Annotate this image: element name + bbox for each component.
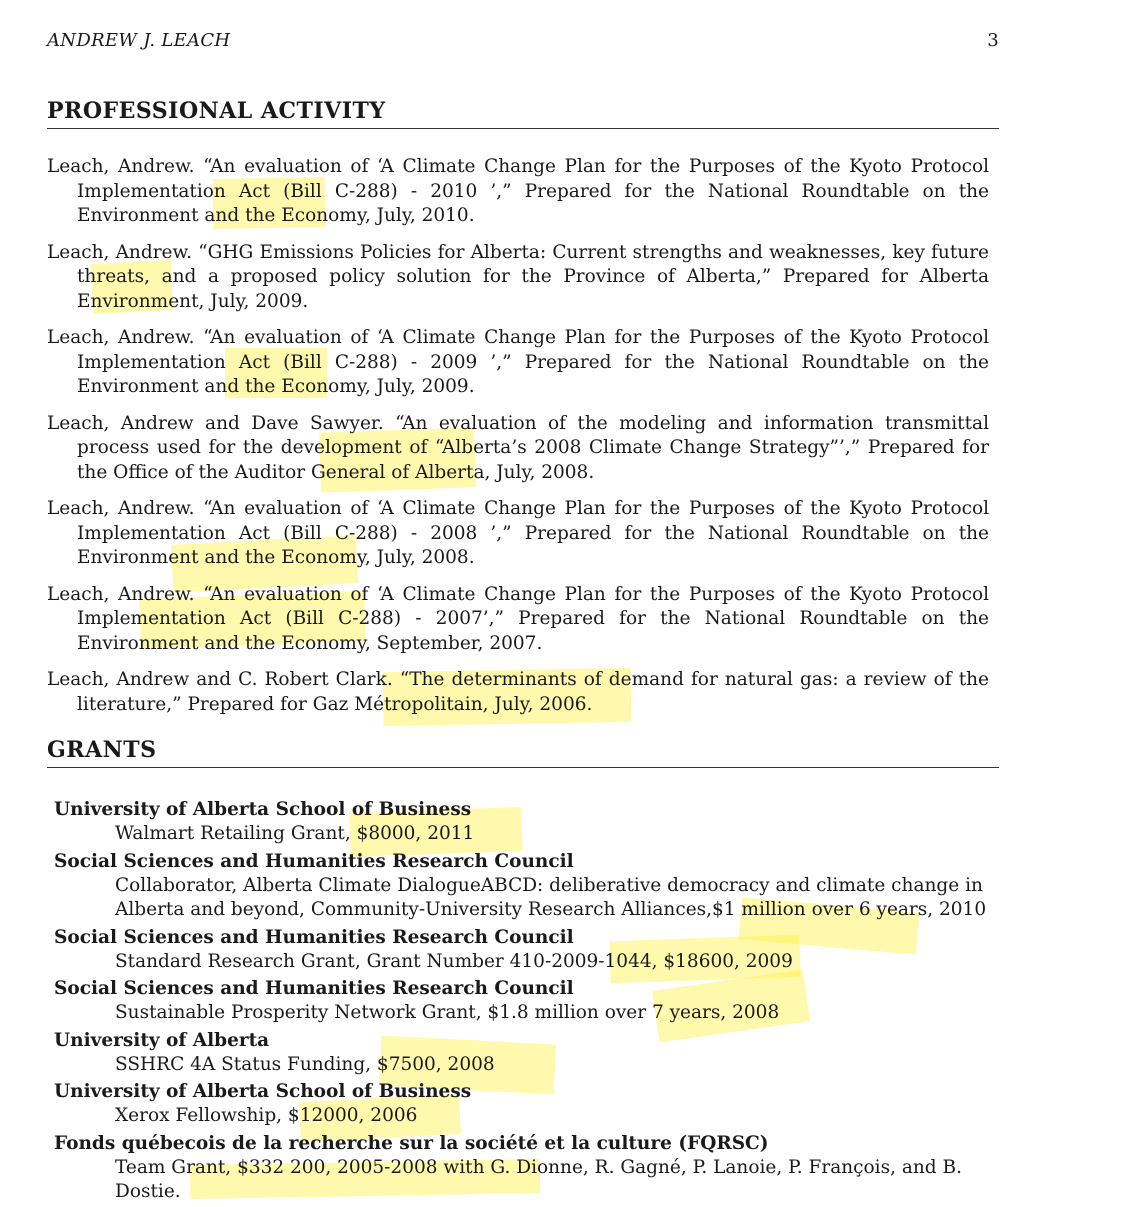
grant-organization: Fonds québecois de la recherche sur la société et la culture (FQRSC) xyxy=(54,1132,769,1154)
grant-description: Walmart Retailing Grant, $8000, 2011 xyxy=(115,823,475,844)
grants-list xyxy=(54,797,1029,1207)
grant-organization: University of Alberta School of Business xyxy=(54,799,472,820)
grant-organization: Social Sciences and Humanities Research Council xyxy=(54,926,574,948)
running-header xyxy=(47,30,999,51)
grant-item xyxy=(54,797,1029,847)
grant-item xyxy=(54,925,1029,975)
page-number: 3 xyxy=(987,30,999,51)
professional-activity-list xyxy=(47,155,989,729)
activity-entry: Leach, Andrew and C. Robert Clark. “The determinants of demand for natural gas: a review of the literature,” Prepared for Gaz Métropolitain, July, 2006. xyxy=(47,669,989,715)
grant-description: Collaborator, Alberta Climate DialogueABCD: deliberative democracy and climate change in Alberta and beyond, Community-University Research Alliances,$1 million over 6 years, 2010 xyxy=(115,874,987,920)
professional-activity-heading: PROFESSIONAL ACTIVITY xyxy=(47,98,999,129)
grant-organization: University of Alberta School of Business xyxy=(54,1081,472,1102)
grant-description: Team Grant, $332 200, 2005-2008 with G. Dionne, R. Gagné, P. Lanoie, P. François, and B. Dostie. xyxy=(115,1156,962,1202)
grant-organization: Social Sciences and Humanities Research Council xyxy=(54,978,574,999)
grant-item xyxy=(54,1079,1029,1129)
author-name: ANDREW J. LEACH xyxy=(47,30,231,51)
grant-description: Sustainable Prosperity Network Grant, $1.8 million over 7 years, 2008 xyxy=(115,1002,780,1023)
grant-description: Xerox Fellowship, $12000, 2006 xyxy=(115,1105,418,1126)
activity-entry: Leach, Andrew. “An evaluation of ‘A Climate Change Plan for the Purposes of the Kyoto Protocol Implementation Act (Bill C-288) - 2007’,” Prepared for the National Roundtable on the Environment and the Economy, September, 2007. xyxy=(47,583,989,654)
activity-entry: Leach, Andrew. “An evaluation of ‘A Climate Change Plan for the Purposes of the Kyoto Protocol Implementation Act (Bill C-288) - 2008 ’,” Prepared for the National Roundtable on the Environment and the Economy, July, 2008. xyxy=(47,498,989,568)
grant-item xyxy=(54,1028,1029,1078)
activity-entry: Leach, Andrew. “An evaluation of ‘A Climate Change Plan for the Purposes of the Kyoto Protocol Implementation Act (Bill C-288) - 2010 ’,” Prepared for the National Roundtable on the Environment and the Economy, July, 2010. xyxy=(47,156,989,226)
activity-entry: Leach, Andrew. “GHG Emissions Policies for Alberta: Current strengths and weaknesses, key future threats, and a proposed policy solution for the Province of Alberta,” Prepared for Alberta Environment, July, 2009. xyxy=(47,241,989,312)
grant-description: SSHRC 4A Status Funding, $7500, 2008 xyxy=(115,1053,495,1075)
grant-organization: Social Sciences and Humanities Research Council xyxy=(54,850,574,872)
grants-heading: GRANTS xyxy=(47,737,999,768)
activity-entry: Leach, Andrew. “An evaluation of ‘A Climate Change Plan for the Purposes of the Kyoto Protocol Implementation Act (Bill C-288) - 2009 ’,” Prepared for the National Roundtable on the Environment and the Economy, July, 2009. xyxy=(47,327,989,397)
grant-item xyxy=(54,976,1029,1026)
grant-organization: University of Alberta xyxy=(54,1029,270,1051)
grant-description: Standard Research Grant, Grant Number 410-2009-1044, $18600, 2009 xyxy=(115,950,793,972)
grant-item xyxy=(54,1131,1029,1205)
activity-entry: Leach, Andrew and Dave Sawyer. “An evaluation of the modeling and information transmittal process used for the development of “Alberta’s 2008 Climate Change Strategy”’,” Prepared for the Office of the Auditor General of Alberta, July, 2008. xyxy=(47,412,989,483)
grant-item xyxy=(54,849,1029,923)
